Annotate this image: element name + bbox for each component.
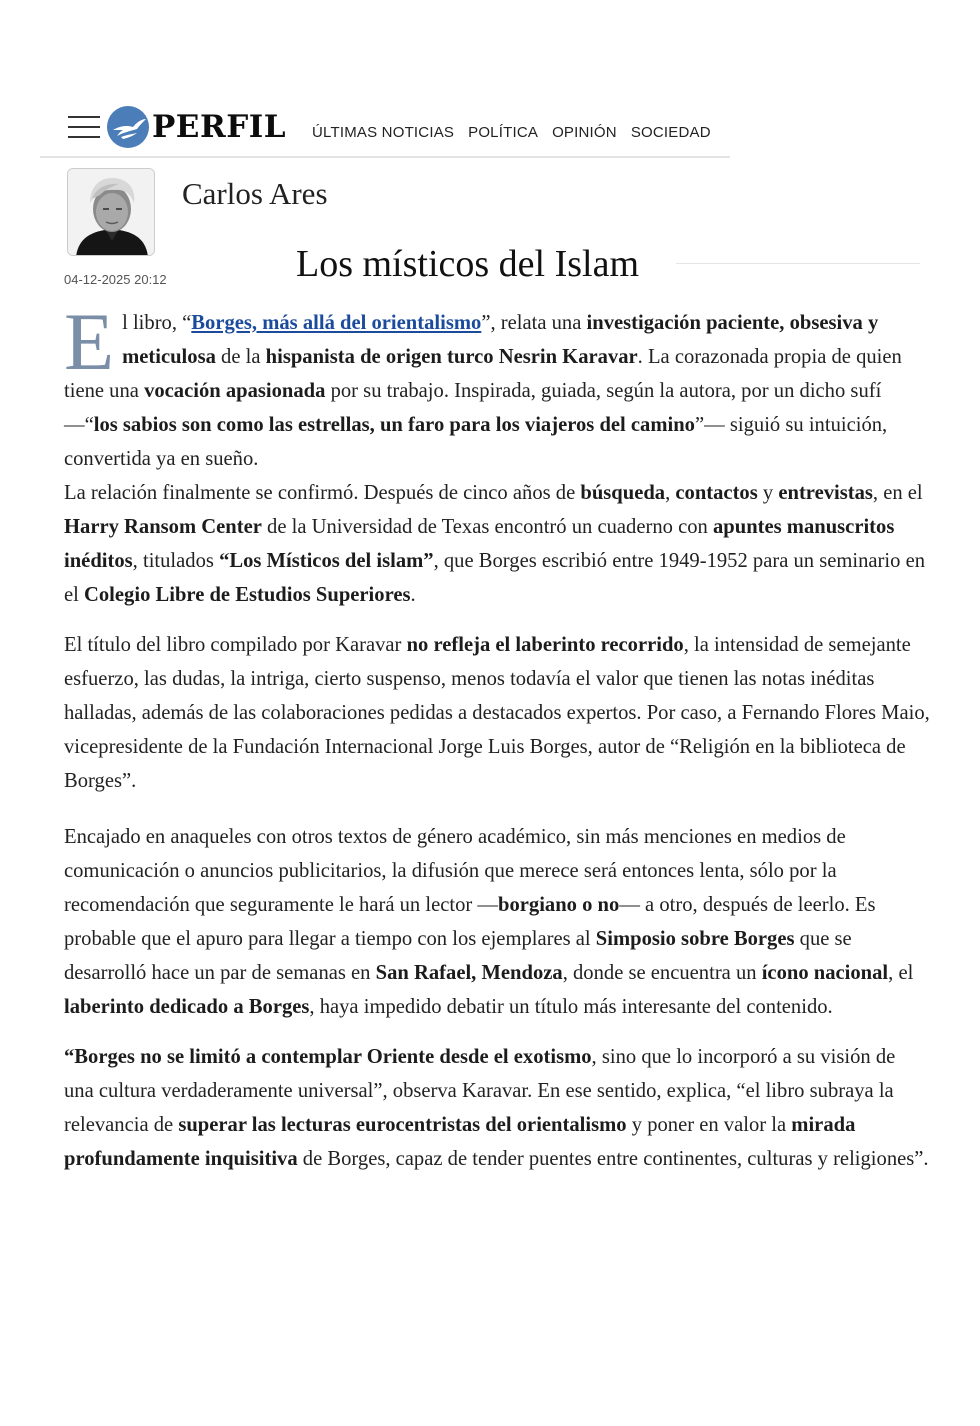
text: de la <box>215 346 266 368</box>
book-link[interactable]: Borges, más allá del orientalismo <box>191 312 482 334</box>
bold-text: borgiano o no <box>498 894 620 916</box>
bold-text: búsqueda <box>580 482 666 504</box>
site-logo[interactable] <box>106 104 286 150</box>
text: , la intensidad de semejante esfuerzo, las dudas, la intriga, cierto suspenso, menos todavía el valor que tienen las notas inéditas halladas, además de las colaboraciones pedidas a destacados expertos. Por caso, a Fernando Flores Maio, vicepresidente de la Fundación Internacional Jorge Luis Borges, autor de “Religión en la biblioteca de Borges”. <box>64 634 930 792</box>
text: La relación finalmente se confirmó. Después de cinco años de <box>64 482 581 504</box>
bold-text: Simposio sobre Borges <box>595 928 795 950</box>
bold-text: Colegio Libre de Estudios Superiores <box>84 584 411 606</box>
bold-text: los sabios son como las estrellas, un faro para los viajeros del camino <box>93 414 695 436</box>
text: — a otro, después de leerlo. Es probable que el apuro para llegar a tiempo con los ejemplares al <box>64 894 876 950</box>
article-title: Los místicos del Islam <box>296 243 640 285</box>
main-nav <box>312 124 711 141</box>
author-portrait-icon <box>68 169 155 256</box>
bold-text: no refleja el laberinto recorrido <box>406 634 684 656</box>
bold-text: hispanista de origen turco Nesrin Karavar <box>265 346 638 368</box>
text: de la Universidad de Texas encontró un cuaderno con <box>261 516 713 538</box>
bold-text: vocación apasionada <box>144 380 326 402</box>
text: ”— siguió su intuición, convertida ya en sueño. <box>64 414 888 470</box>
article-body <box>64 296 930 1176</box>
text: , <box>665 482 676 504</box>
dropcap: E <box>64 296 115 387</box>
nav-item-politica[interactable]: POLÍTICA <box>468 124 539 141</box>
nav-item-ultimas-noticias[interactable]: ÚLTIMAS NOTICIAS <box>312 124 455 141</box>
text: y poner en valor la <box>626 1114 792 1136</box>
article-paragraph-2 <box>64 476 930 612</box>
text: El título del libro compilado por Karavar <box>64 634 407 656</box>
text: ”, relata una <box>481 312 587 334</box>
bold-text: “Borges no se limitó a contemplar Oriente desde el exotismo <box>64 1046 592 1068</box>
bold-text: mirada profundamente inquisitiva <box>64 1114 856 1170</box>
bold-text: entrevistas <box>778 482 873 504</box>
bold-text: ícono nacional <box>761 962 889 984</box>
article-paragraph-5 <box>64 1040 930 1176</box>
text: , haya impedido debatir un título más interesante del contenido. <box>309 996 833 1018</box>
bold-text: Harry Ransom Center <box>64 516 262 538</box>
text: de Borges, capaz de tender puentes entre continentes, culturas y religiones”. <box>297 1148 929 1170</box>
text: , titulados <box>132 550 220 572</box>
bold-text: apuntes manuscritos inéditos <box>64 516 895 572</box>
title-divider <box>676 263 920 264</box>
bold-text: superar las lecturas eurocentristas del orientalismo <box>178 1114 627 1136</box>
bold-text: San Rafael, Mendoza <box>375 962 563 984</box>
text: , sino que lo incorporó a su visión de una cultura verdaderamente universal”, observa Karavar. En ese sentido, explica, “el libro subraya la relevancia de <box>64 1046 896 1136</box>
article-paragraph-1 <box>64 296 930 476</box>
site-header <box>40 100 730 158</box>
logo-bird-icon <box>106 105 150 149</box>
bold-text: laberinto dedicado a Borges <box>64 996 310 1018</box>
logo-text: PERFIL <box>152 108 287 145</box>
text: y <box>757 482 779 504</box>
article-date: 04-12-2025 20:12 <box>64 272 167 287</box>
article-paragraph-3 <box>64 628 930 798</box>
hamburger-icon[interactable] <box>68 116 100 138</box>
bold-text: investigación paciente, obsesiva y meticulosa <box>122 312 879 368</box>
text: l libro, “ <box>122 312 192 334</box>
nav-item-opinion[interactable]: OPINIÓN <box>552 124 617 141</box>
text: , que Borges escribió entre 1949-1952 para un seminario en el <box>64 550 926 606</box>
text: , donde se encuentra un <box>562 962 762 984</box>
text: , el <box>888 962 914 984</box>
nav-item-sociedad[interactable]: SOCIEDAD <box>630 124 711 141</box>
bold-text: “Los Místicos del islam” <box>219 550 434 572</box>
author-avatar[interactable] <box>67 168 155 256</box>
author-name[interactable]: Carlos Ares <box>182 176 328 211</box>
text: que se desarrolló hace un par de semanas en <box>64 928 852 984</box>
text: Encajado en anaqueles con otros textos de género académico, sin más menciones en medios de comunicación o anuncios publicitarios, la difusión que merece será entonces lenta, sólo por la recomendación que seguramente le hará un lector — <box>64 826 846 916</box>
text: , en el <box>872 482 923 504</box>
text: . La corazonada propia de quien tiene una <box>64 346 902 402</box>
text: por su trabajo. Inspirada, guiada, según la autora, por un dicho sufí —“ <box>64 380 882 436</box>
bold-text: contactos <box>675 482 758 504</box>
article-paragraph-4 <box>64 820 930 1024</box>
text: . <box>410 584 416 606</box>
